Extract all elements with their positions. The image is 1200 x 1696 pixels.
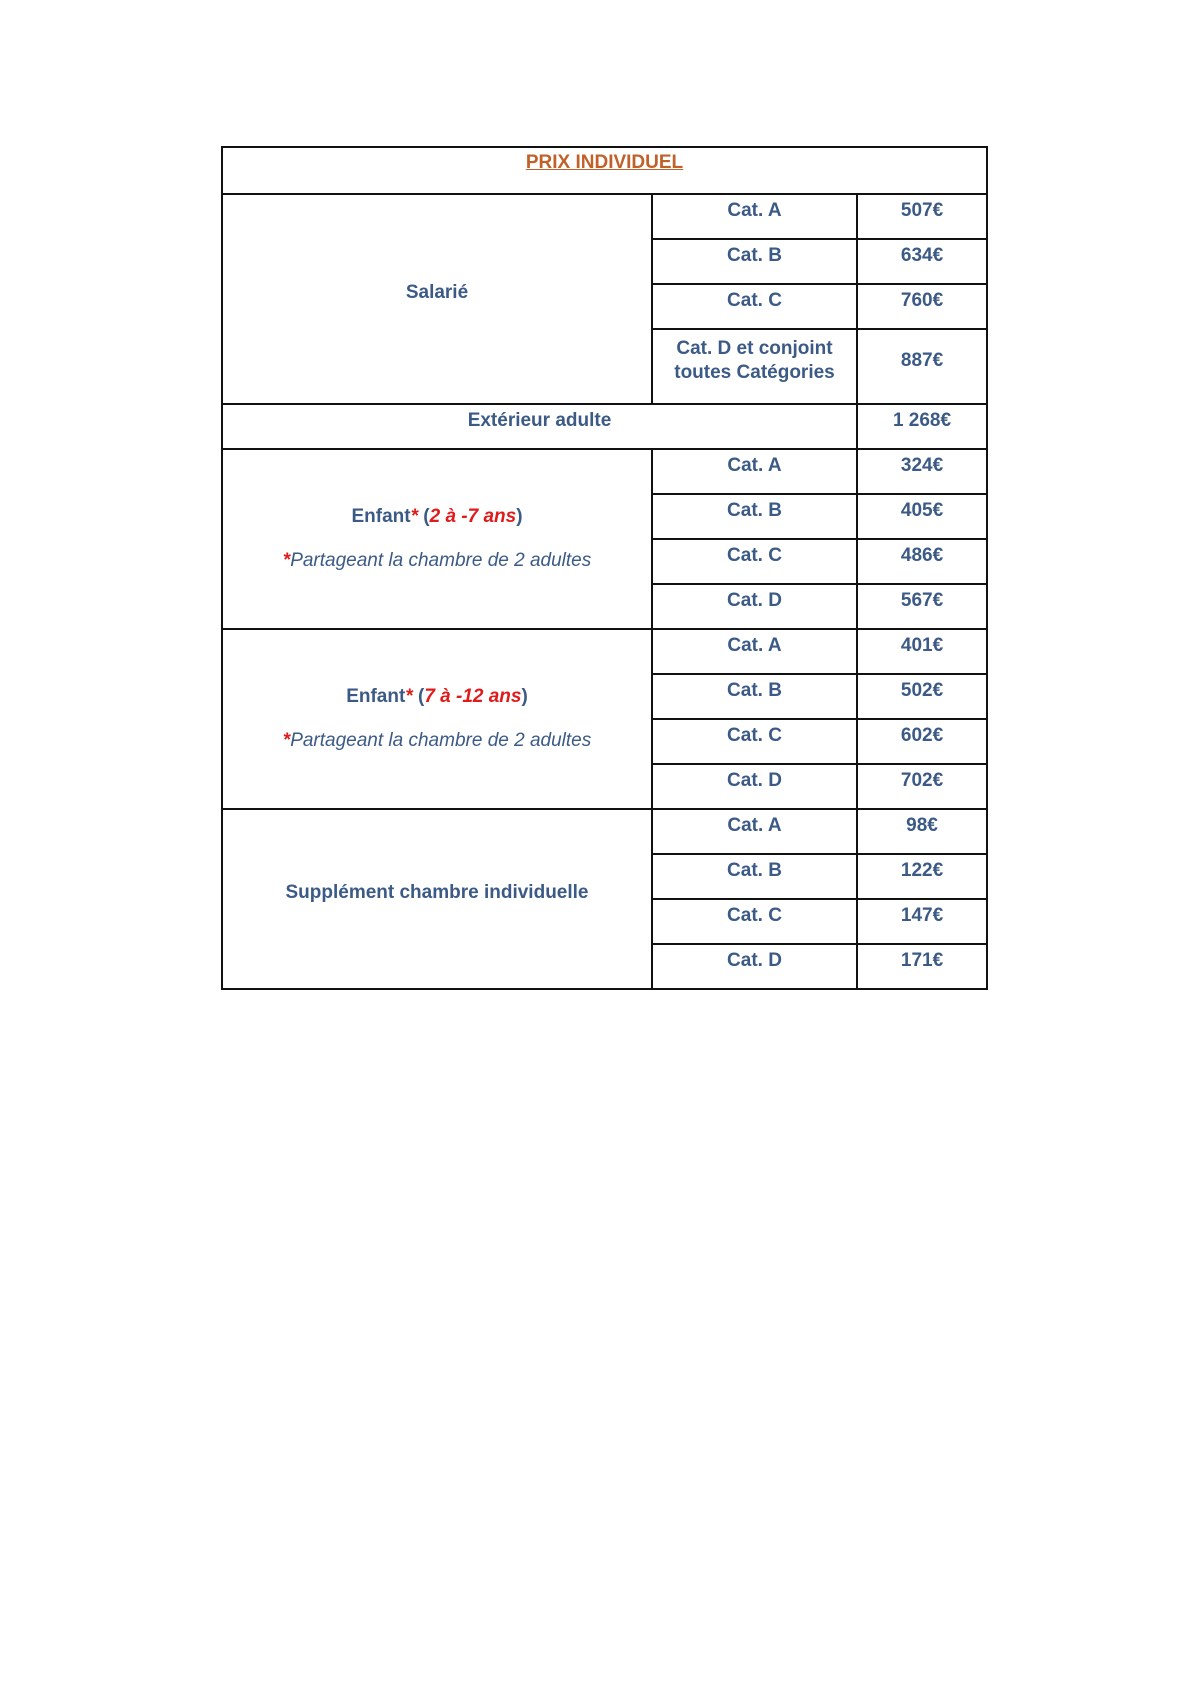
category-label: Cat. A (727, 454, 782, 476)
price-value: 405€ (900, 499, 944, 521)
category-label: Cat. A (727, 814, 782, 836)
enfant2-label-cell (222, 629, 652, 809)
price-cell (857, 449, 987, 494)
category-cell (652, 629, 857, 674)
category-label: Cat. D (727, 769, 782, 791)
price-value: 171€ (900, 949, 944, 971)
price-cell (857, 494, 987, 539)
price-value: 702€ (900, 769, 944, 791)
category-cell (652, 329, 857, 404)
category-cell (652, 719, 857, 764)
asterisk: * (405, 686, 413, 707)
salarie-label-cell (222, 194, 652, 404)
price-value: 147€ (900, 904, 944, 926)
category-cell (652, 809, 857, 854)
price-cell (857, 674, 987, 719)
age-range: 7 à -12 ans (424, 686, 522, 707)
price-cell (857, 899, 987, 944)
category-label: Cat. C (727, 544, 782, 566)
category-cell (652, 449, 857, 494)
category-cell (652, 854, 857, 899)
category-label: Cat. B (727, 499, 782, 521)
category-cell (652, 539, 857, 584)
table-row (222, 404, 987, 449)
price-cell (857, 719, 987, 764)
price-value: 507€ (900, 199, 944, 221)
title-cell (222, 147, 987, 194)
price-cell (857, 629, 987, 674)
price-table (221, 146, 988, 990)
supplement-label-cell (222, 809, 652, 989)
price-cell (857, 764, 987, 809)
price-value: 1 268€ (892, 409, 952, 431)
price-cell (857, 194, 987, 239)
price-value: 887€ (900, 349, 944, 371)
price-cell (857, 239, 987, 284)
category-label: Cat. C (727, 724, 782, 746)
category-label: Cat. B (727, 679, 782, 701)
category-line-1: Cat. D et conjoint (676, 337, 833, 359)
enfant2-label: Enfant* (7 à -12 ans) (346, 686, 528, 707)
price-cell (857, 539, 987, 584)
exterieur-label-cell (222, 404, 857, 449)
category-cell (652, 584, 857, 629)
price-cell (857, 809, 987, 854)
table-row (222, 194, 987, 239)
category-cell (652, 194, 857, 239)
price-cell (857, 329, 987, 404)
title-row (222, 147, 987, 194)
enfant1-label-cell (222, 449, 652, 629)
category-label (674, 337, 834, 385)
price-value: 602€ (900, 724, 944, 746)
salarie-label: Salarié (405, 282, 469, 303)
price-value: 760€ (900, 289, 944, 311)
category-label: Cat. D (727, 589, 782, 611)
category-cell (652, 899, 857, 944)
enfant1-note: *Partageant la chambre de 2 adultes (282, 550, 592, 571)
table-row (222, 809, 987, 854)
price-value: 122€ (900, 859, 944, 881)
enfant2-note: *Partageant la chambre de 2 adultes (282, 730, 592, 751)
exterieur-label: Extérieur adulte (467, 409, 612, 431)
asterisk: * (410, 506, 418, 527)
age-range: 2 à -7 ans (429, 506, 517, 527)
category-label: Cat. A (727, 199, 782, 221)
category-cell (652, 239, 857, 284)
price-cell (857, 854, 987, 899)
price-cell (857, 404, 987, 449)
table-title: PRIX INDIVIDUEL (525, 151, 684, 173)
table-row (222, 629, 987, 674)
enfant1-label: Enfant* (2 à -7 ans) (351, 506, 523, 527)
price-value: 401€ (900, 634, 944, 656)
price-cell (857, 284, 987, 329)
category-cell (652, 674, 857, 719)
price-value: 634€ (900, 244, 944, 266)
price-value: 98€ (906, 814, 938, 836)
category-label: Cat. B (727, 244, 782, 266)
category-cell (652, 944, 857, 989)
category-line-2: toutes Catégories (674, 361, 835, 383)
price-value: 324€ (900, 454, 944, 476)
category-label: Cat. A (727, 634, 782, 656)
table-row (222, 449, 987, 494)
category-cell (652, 494, 857, 539)
price-value: 486€ (900, 544, 944, 566)
price-cell (857, 944, 987, 989)
category-label: Cat. B (727, 859, 782, 881)
price-value: 502€ (900, 679, 944, 701)
category-label: Cat. C (727, 289, 782, 311)
supplement-label: Supplément chambre individuelle (285, 882, 589, 903)
price-value: 567€ (900, 589, 944, 611)
category-label: Cat. D (727, 949, 782, 971)
price-cell (857, 584, 987, 629)
category-cell (652, 764, 857, 809)
category-label: Cat. C (727, 904, 782, 926)
category-cell (652, 284, 857, 329)
